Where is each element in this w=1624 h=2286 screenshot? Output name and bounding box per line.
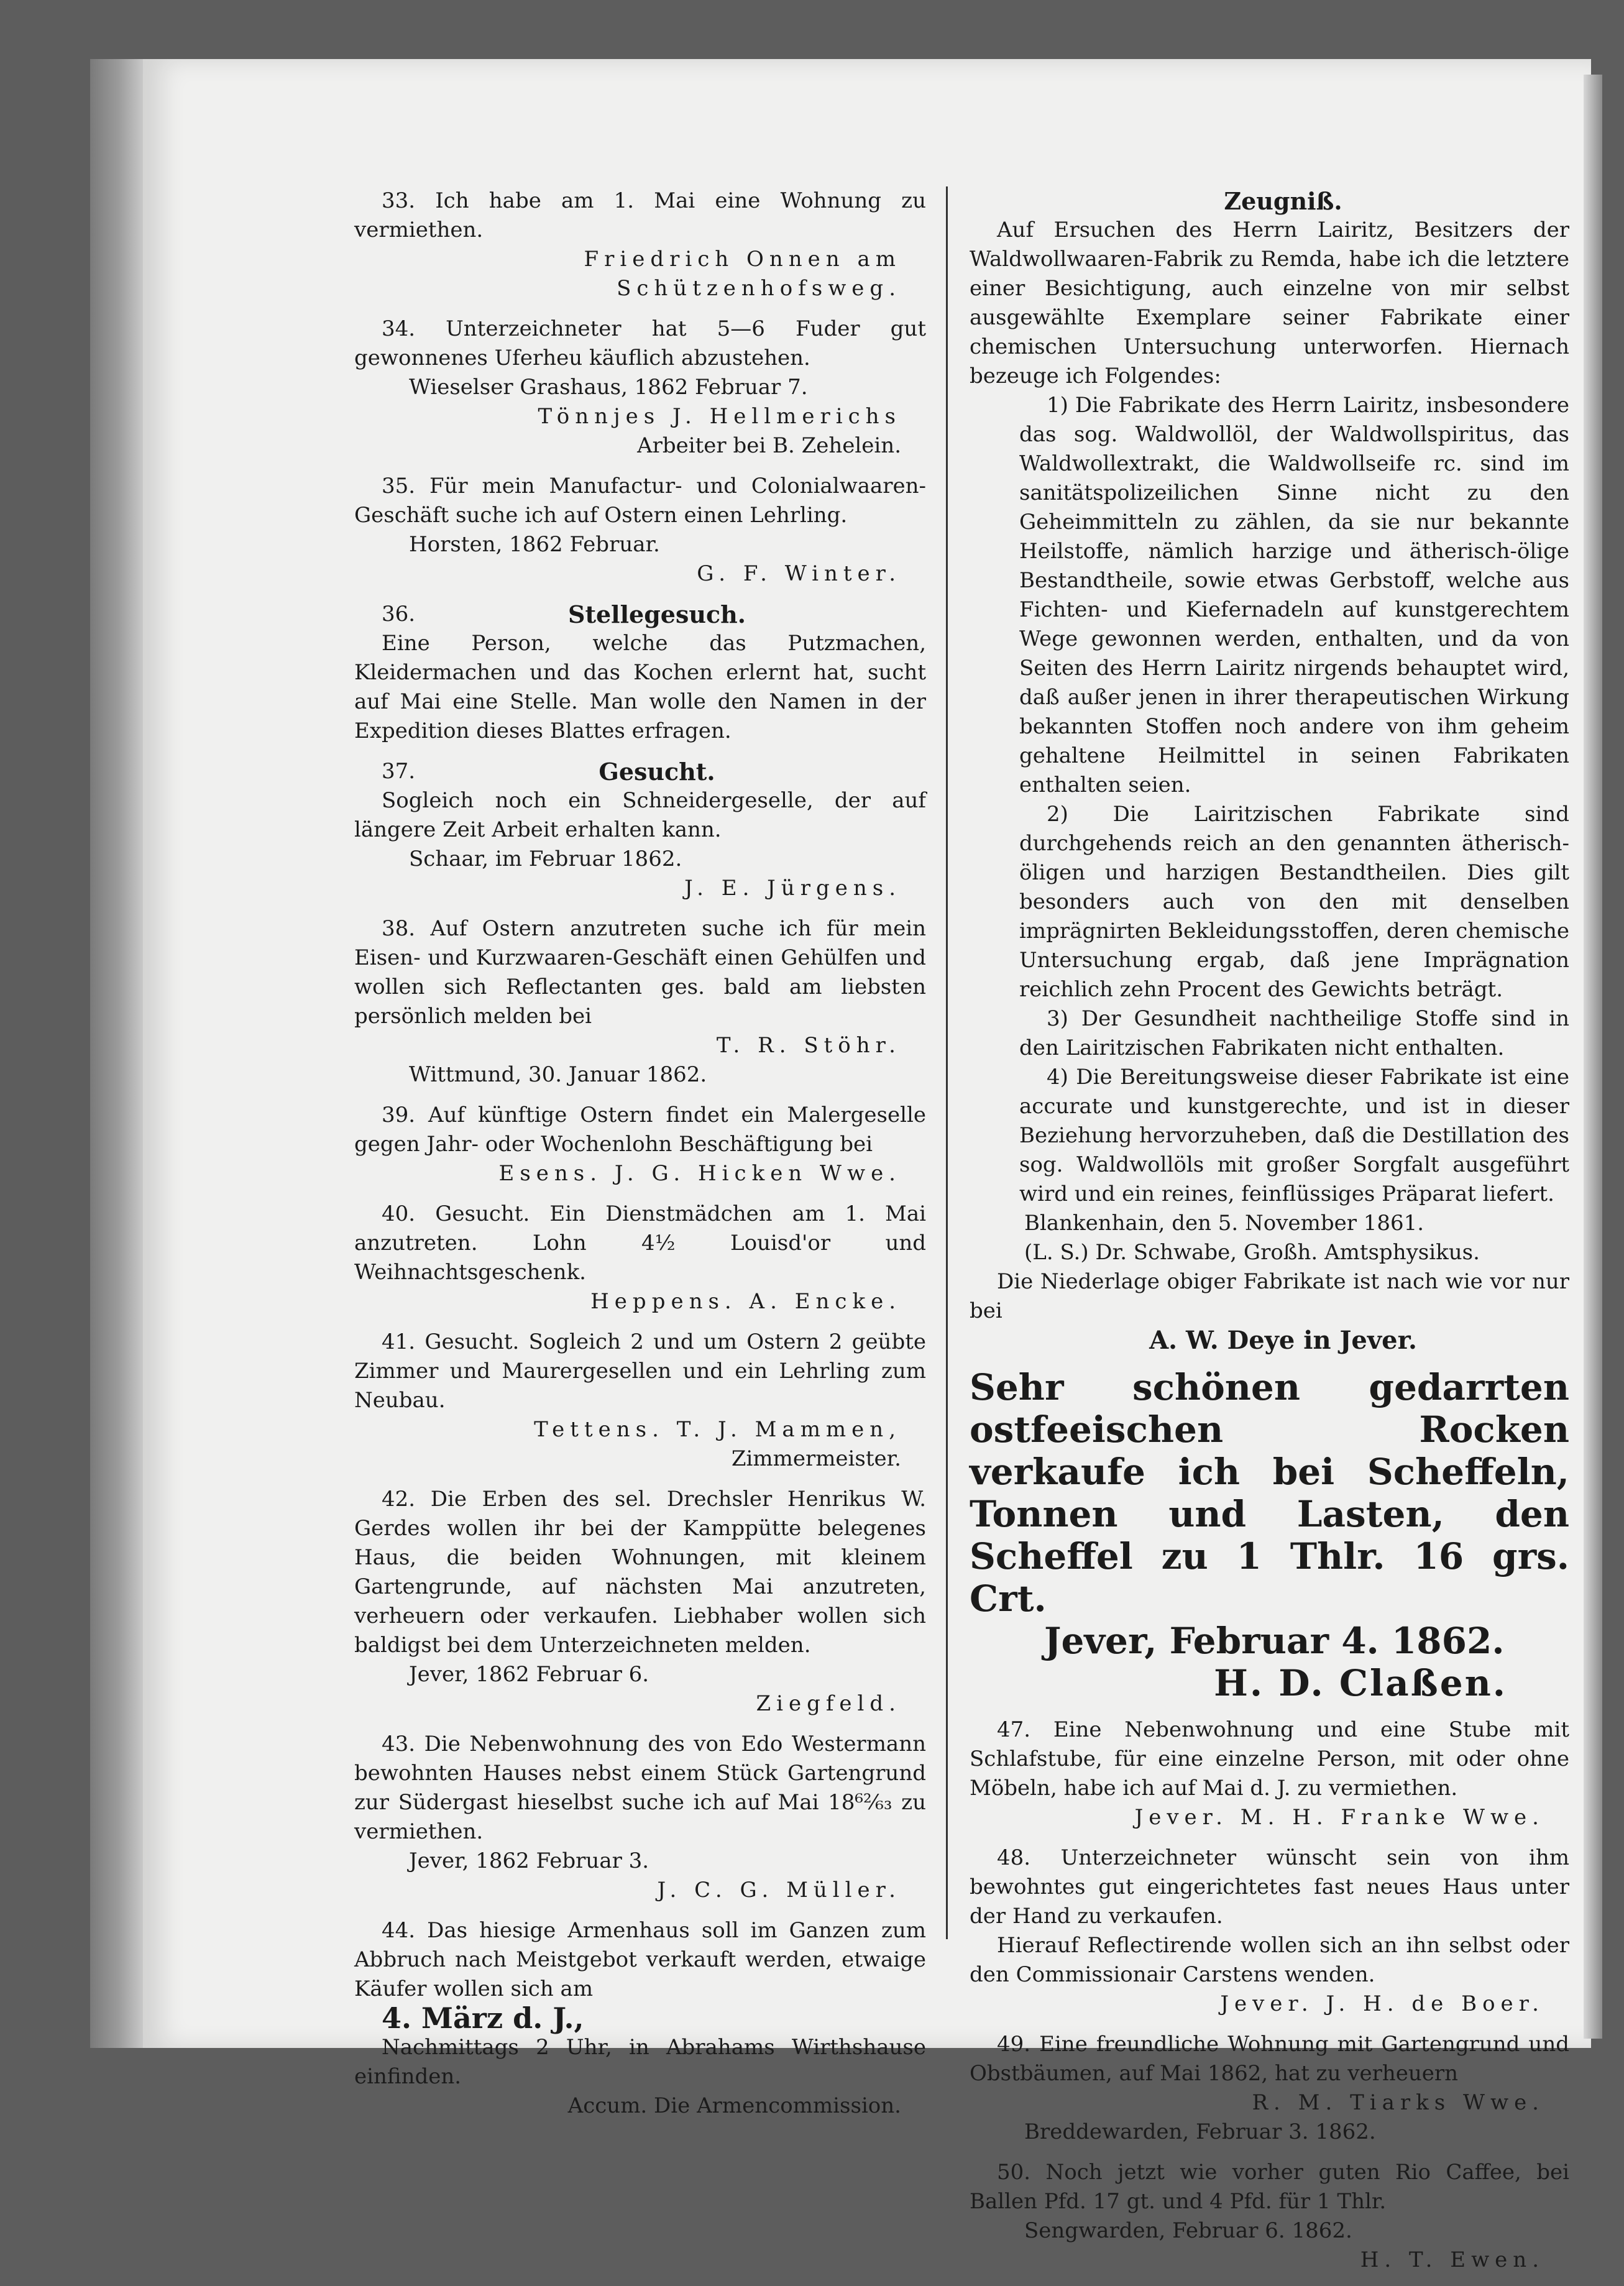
rye-advertisement <box>970 1366 1569 1704</box>
ad-place-date: Wittmund, 30. Januar 1862. <box>409 1062 707 1087</box>
ad-38 <box>354 914 926 1090</box>
zeugnis-signature: (L. S.) Dr. Schwabe, Großh. Amtsphysikus. <box>1024 1240 1480 1265</box>
ad-text: Die Erben des sel. Drechsler Henrikus W. Gerdes wollen ihr bei der Kamppütte belegenes Haus, die beiden Wohnungen, mit kleinem Gartengrunde, auf nächsten Mai anzutreten, verheuern oder verkaufen. Liebhaber wollen sich baldigst bei dem Unterzeichneten melden. <box>354 1487 926 1658</box>
ad-47 <box>970 1715 1569 1832</box>
zeugnis-note: Die Niederlage obiger Fabrikate ist nach wie vor nur bei <box>970 1269 1569 1323</box>
rye-ad-date: Jever, Februar 4. 1862. <box>1044 1620 1505 1662</box>
ad-number: 48. <box>997 1845 1031 1870</box>
zeugnis-item: 3) Der Gesundheit nachtheilige Stoffe sind in den Lairitzischen Fabrikaten nicht enthalten. <box>1019 1006 1569 1060</box>
zeugnis-item: 4) Die Bereitungsweise dieser Fabrikate ist eine accurate und kunstgerechte, und ist in dieser Beziehung hervorzuheben, daß die Destillation des sog. Waldwollöls mit großer Sorgfalt ausgeführt wird und ein reines, feinflüssiges Präparat liefert. <box>1019 1065 1569 1206</box>
ad-number: 34. <box>382 316 416 341</box>
ad-number: 38. <box>382 916 416 941</box>
left-column <box>354 186 926 2132</box>
ad-number: 47. <box>997 1717 1031 1742</box>
ad-text: Gesucht. Ein Dienstmädchen am 1. Mai anzutreten. Lohn 4½ Louisd'or und Weihnachtsgeschenk. <box>354 1201 926 1285</box>
ad-place-date: Jever, 1862 Februar 6. <box>409 1662 649 1687</box>
ad-signature: H. T. Ewen. <box>1360 2247 1544 2272</box>
ad-number: 50. <box>997 2160 1031 2185</box>
ad-signature: J. E. Jürgens. <box>684 876 901 901</box>
ad-44 <box>354 1916 926 2121</box>
ad-signature: Jever. M. H. Franke Wwe. <box>1134 1805 1544 1830</box>
ad-text: Sogleich noch ein Schneidergeselle, der auf längere Zeit Arbeit erhalten kann. <box>354 788 926 842</box>
ad-heading: Gesucht. <box>599 758 715 786</box>
ad-auction-date: 4. März d. J., <box>382 2001 584 2035</box>
ad-43 <box>354 1730 926 1905</box>
ad-signature: Jever. J. H. de Boer. <box>1220 1991 1544 2016</box>
ad-text: Auf Ostern anzutreten suche ich für mein Eisen- und Kurzwaaren-Geschäft einen Gehülfen und wollen sich Reflectanten ges. bald am liebsten persönlich melden bei <box>354 916 926 1029</box>
ad-signature-title: Zimmermeister. <box>731 1446 901 1471</box>
ad-text: Gesucht. Sogleich 2 und um Ostern 2 geübte Zimmer und Maurergesellen und ein Lehrling zum Neubau. <box>354 1329 926 1413</box>
ad-50 <box>970 2158 1569 2275</box>
ad-34 <box>354 314 926 461</box>
ad-text: Unterzeichneter wünscht sein von ihm bewohntes gut eingerichtetes fast neues Haus unter der Hand zu verkaufen. <box>970 1845 1569 1929</box>
ad-text: Die Nebenwohnung des von Edo Westermann bewohnten Hauses nebst einem Stück Gartengrund zur Südergast hieselbst suche ich auf Mai 18⁶²⁄₆₃ zu vermiethen. <box>354 1732 926 1844</box>
ad-signature: R. M. Tiarks Wwe. <box>1252 2090 1544 2115</box>
ad-number: 36. <box>382 602 416 627</box>
ad-number: 37. <box>382 759 416 784</box>
ad-number: 35. <box>382 474 416 498</box>
ad-signature: Tönnjes J. Hellmerichs <box>538 404 901 429</box>
zeugnis-item: 2) Die Lairitzischen Fabrikate sind durchgehends reich an den genannten ätherisch-öligen und harzigen Bestandtheilen. Dies gilt besonders auch von den mit denselben imprägnirten Bekleidungsstoffen, deren chemische Untersuchung ergab, daß jene Imprägnation reichlich zehn Procent des Gewichts beträgt. <box>1019 802 1569 1002</box>
ad-text: Für mein Manufactur- und Colonialwaaren-Geschäft suche ich auf Ostern einen Lehrling. <box>354 474 927 528</box>
ad-number: 49. <box>997 2032 1031 2057</box>
ad-41 <box>354 1328 926 1474</box>
ad-number: 44. <box>382 1918 416 1943</box>
ad-text: Eine freundliche Wohnung mit Gartengrund und Obstbäumen, auf Mai 1862, hat zu verheuern <box>970 2032 1569 2086</box>
ad-signature: Esens. J. G. Hicken Wwe. <box>498 1161 901 1186</box>
ad-signature: Friedrich Onnen am Schützenhofsweg. <box>584 247 901 301</box>
ad-37 <box>354 757 926 903</box>
ad-number: 33. <box>382 188 416 213</box>
ad-42 <box>354 1485 926 1719</box>
ad-text: Unterzeichneter hat 5—6 Fuder gut gewonnenes Uferheu käuflich abzustehen. <box>354 316 926 370</box>
ad-35 <box>354 472 926 589</box>
ad-heading: Stellegesuch. <box>568 600 746 628</box>
ad-place-date: Wieselser Grashaus, 1862 Februar 7. <box>409 375 808 400</box>
zeugnis-heading: Zeugniß. <box>1224 187 1342 215</box>
ad-signature: Tettens. T. J. Mammen, <box>534 1417 901 1442</box>
ad-signature: J. C. G. Müller. <box>657 1878 901 1903</box>
ad-number: 41. <box>382 1329 416 1354</box>
zeugnis-place-date: Blankenhain, den 5. November 1861. <box>1024 1211 1424 1236</box>
zeugnis-notice <box>970 186 1569 1355</box>
ad-place-date: Sengwarden, Februar 6. 1862. <box>1024 2218 1352 2243</box>
ad-number: 39. <box>382 1103 416 1127</box>
page-edge <box>1584 75 1602 2039</box>
ad-36 <box>354 600 926 746</box>
ad-signature: G. F. Winter. <box>697 561 901 586</box>
zeugnis-item: 1) Die Fabrikate des Herrn Lairitz, insbesondere das sog. Waldwollöl, der Waldwollspiritus, das Waldwollextrakt, die Waldwollseife rc. sind im sanitätspolizeilichen Sinne nicht zu den Geheimmitteln zu zählen, da sie nur bekannte Heilstoffe, nämlich harzige und ätherisch-ölige Bestandtheile, sowie etwas Gerbstoff, welche aus Fichten- und Kiefernadeln auf kunstgerechtem Wege gewonnen werden, enthalten, und da von Seiten des Herrn Lairitz nirgends behauptet wird, daß außer jenen in ihrer therapeutischen Wirkung bekannten Stoffen noch andere von ihm geheim gehaltene Heilmittel in seinen Fabrikaten enthalten seien. <box>1019 393 1569 797</box>
ad-text: Eine Person, welche das Putzmachen, Kleidermachen und das Kochen erlernt hat, sucht auf Mai eine Stelle. Man wolle den Namen in der Expedition dieses Blattes erfragen. <box>354 631 926 743</box>
ad-place-date: Nachmittags 2 Uhr, in Abrahams Wirthshause einfinden. <box>354 2035 926 2089</box>
ad-text: Ich habe am 1. Mai eine Wohnung zu vermiethen. <box>354 188 926 242</box>
ad-33 <box>354 186 926 303</box>
ad-number: 43. <box>382 1732 416 1756</box>
ad-signature: Ziegfeld. <box>756 1691 901 1716</box>
ad-place-date: Schaar, im Februar 1862. <box>409 847 682 871</box>
ad-number: 40. <box>382 1201 416 1226</box>
ad-text: Hierauf Reflectirende wollen sich an ihn selbst oder den Commissionair Carstens wenden. <box>970 1933 1569 1987</box>
ad-40 <box>354 1200 926 1316</box>
ad-49 <box>970 2030 1569 2147</box>
zeugnis-intro: Auf Ersuchen des Herrn Lairitz, Besitzers der Waldwollwaaren-Fabrik zu Remda, habe ich die letztere einer Besichtigung, auch einzelne von mir selbst ausgewählte Exemplare seiner Fabrikate einer chemischen Untersuchung unterworfen. Hiernach bezeuge ich Folgendes: <box>970 218 1569 388</box>
ad-signature-title: Arbeiter bei B. Zehelein. <box>637 433 901 458</box>
ad-text: Eine Nebenwohnung und eine Stube mit Schlafstube, für eine einzelne Person, mit oder ohne Möbeln, habe ich auf Mai d. J. zu vermiethen. <box>970 1717 1570 1801</box>
ad-signature: Heppens. A. Encke. <box>590 1289 901 1314</box>
ad-number: 42. <box>382 1487 416 1512</box>
rye-ad-text: Sehr schönen gedarrten ostfeeischen Rocken verkaufe ich bei Scheffeln, Tonnen und Lasten, den Scheffel zu 1 Thlr. 16 grs. Crt. <box>970 1366 1569 1620</box>
ad-place-date: Jever, 1862 Februar 3. <box>409 1848 649 1873</box>
rye-ad-name: H. D. Claßen. <box>1214 1662 1507 1704</box>
zeugnis-dealer: A. W. Deye in Jever. <box>1149 1326 1417 1355</box>
ad-signature: T. R. Stöhr. <box>716 1033 901 1058</box>
ad-text: Auf künftige Ostern findet ein Malergeselle gegen Jahr- oder Wochenlohn Beschäftigung bei <box>354 1103 926 1157</box>
right-column <box>970 186 1569 2286</box>
ad-39 <box>354 1101 926 1188</box>
ad-text: Das hiesige Armenhaus soll im Ganzen zum Abbruch nach Meistgebot verkauft werden, etwaige Käufer wollen sich am <box>354 1918 926 2001</box>
ad-place-date: Horsten, 1862 Februar. <box>409 532 660 557</box>
ad-text: Noch jetzt wie vorher guten Rio Caffee, bei Ballen Pfd. 17 gt. und 4 Pfd. für 1 Thlr. <box>970 2160 1569 2214</box>
column-divider <box>946 186 948 1939</box>
ad-signature: Accum. Die Armencommission. <box>567 2093 901 2118</box>
ad-place-date: Breddewarden, Februar 3. 1862. <box>1024 2119 1376 2144</box>
ad-48 <box>970 1843 1569 2019</box>
